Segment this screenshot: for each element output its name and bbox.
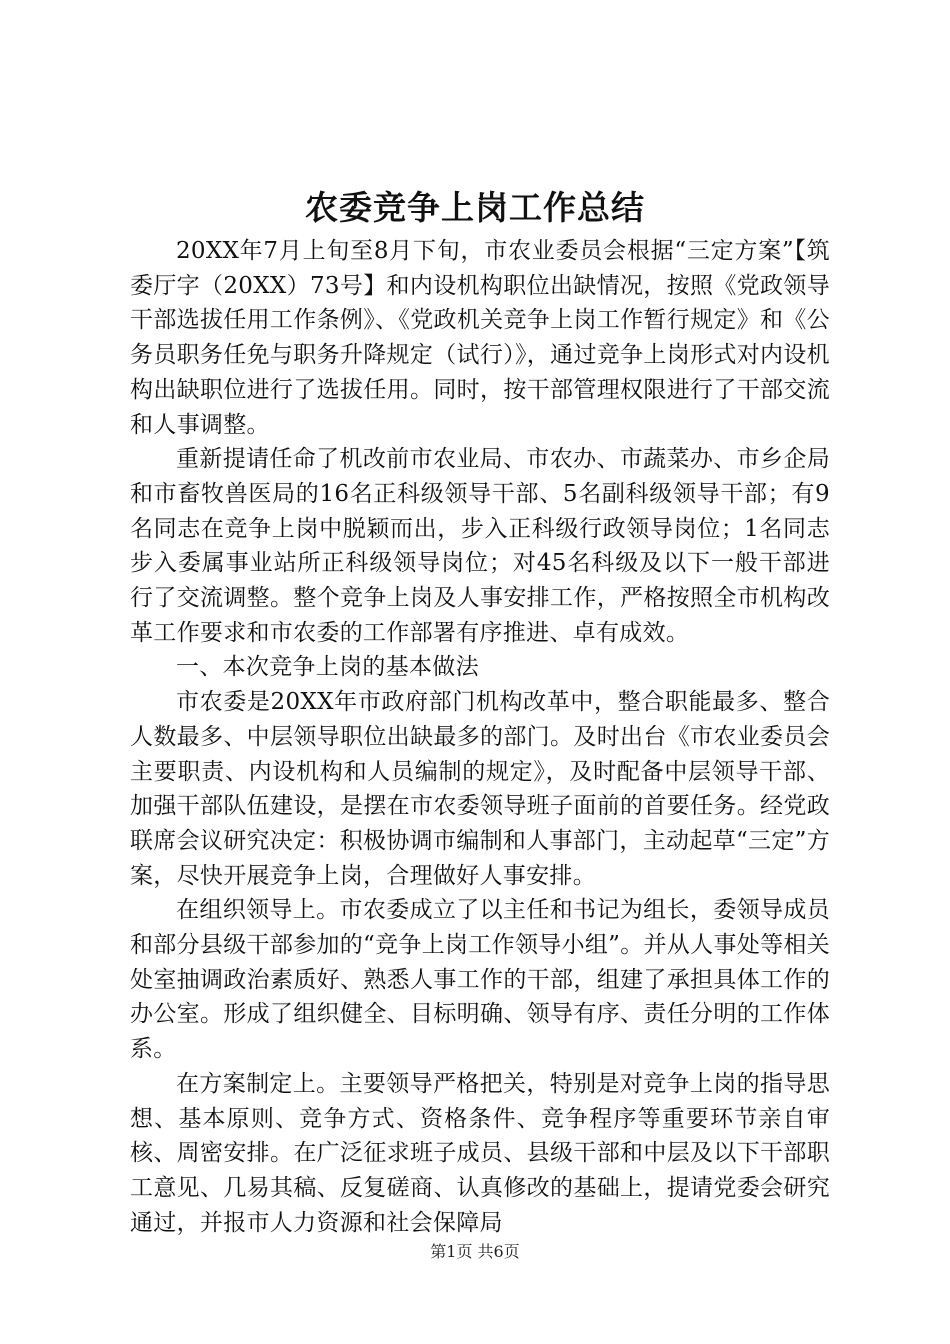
document-body (130, 234, 830, 1240)
paragraph-intro: 20XX年7月上旬至8月下旬，市农业委员会根据“三定方案”【筑委厅字（20XX）73号】和内设机构职位出缺情况，按照《党政领导干部选拔任用工作条例》、《党政机关竞争上岗工作暂行规定》和《公务员职务任免与职务升降规定（试行）》，通过竞争上岗形式对内设机构出缺职位进行了选拔任用。同时，按干部管理权限进行了干部交流和人事调整。 (130, 238, 830, 438)
paragraph-plan: 在方案制定上。主要领导严格把关，特别是对竞争上岗的指导思想、基本原则、竞争方式、资格条件、竞争程序等重要环节亲自审核、周密安排。在广泛征求班子成员、县级干部和中层及以下干部职工意见、几易其稿、反复磋商、认真修改的基础上，提请党委会研究通过，并报市人力资源和社会保障局 (130, 1070, 830, 1236)
paragraph-appointments: 重新提请任命了机改前市农业局、市农办、市蔬菜办、市乡企局和市畜牧兽医局的16名正科级领导干部、5名副科级领导干部；有9名同志在竞争上岗中脱颖而出，步入正科级行政领导岗位；1名同志步入委属事业站所正科级领导岗位；对45名科级及以下一般干部进行了交流调整。整个竞争上岗及人事安排工作，严格按照全市机构改革工作要求和市农委的工作部署有序推进、卓有成效。 (130, 446, 830, 646)
paragraph-organization: 在组织领导上。市农委成立了以主任和书记为组长，委领导成员和部分县级干部参加的“竞争上岗工作领导小组”。并从人事处等相关处室抽调政治素质好、熟悉人事工作的干部，组建了承担具体工作的办公室。形成了组织健全、目标明确、领导有序、责任分明的工作体系。 (130, 897, 830, 1063)
section-heading-basic-practice: 一、本次竞争上岗的基本做法 (176, 654, 479, 681)
document-title: 农委竞争上岗工作总结 (305, 188, 645, 227)
paragraph-background: 市农委是20XX年市政府部门机构改革中，整合职能最多、整合人数最多、中层领导职位出缺最多的部门。及时出台《市农业委员会主要职责、内设机构和人员编制的规定》，及时配备中层领导干部、加强干部队伍建设，是摆在市农委领导班子面前的首要任务。经党政联席会议研究决定：积极协调市编制和人事部门，主动起草“三定”方案，尽快开展竞争上岗，合理做好人事安排。 (130, 689, 830, 889)
page-number-footer: 第1页 共6页 (430, 1242, 520, 1261)
